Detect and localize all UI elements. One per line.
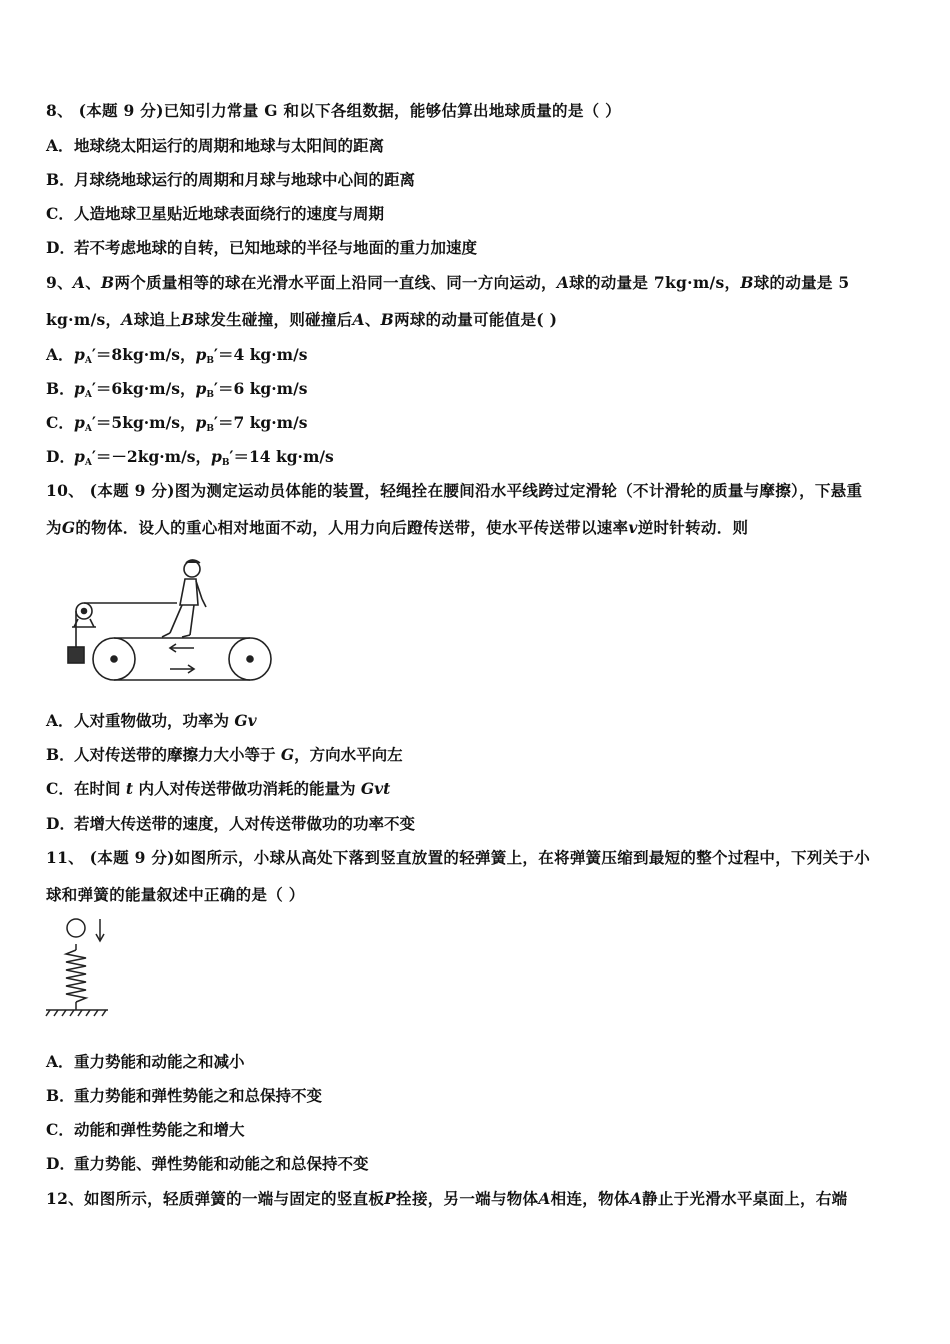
q11-stem-line1: 11、 (本题 9 分)如图所示，小球从高处下落到竖直放置的轻弹簧上，在将弹簧压缩到最短的整个过程中，下列关于小 — [46, 848, 871, 867]
q12-stem-line1: 12、如图所示，轻质弹簧的一端与固定的竖直板P拴接，另一端与物体A相连，物体A静止于光滑水平桌面上，右端 — [46, 1189, 848, 1208]
q8-option-d: D．若不考虑地球的自转，已知地球的半径与地面的重力加速度 — [46, 238, 478, 257]
q11-stem-line2: 球和弹簧的能量叙述中正确的是（ ） — [46, 885, 305, 904]
q8-option-c: C．人造地球卫星贴近地球表面绕行的速度与周期 — [46, 204, 385, 223]
q9-stem-line1: 9、A、B两个质量相等的球在光滑水平面上沿同一直线、同一方向运动，A球的动量是 7kg·m/s，B球的动量是 5 — [46, 273, 850, 292]
q10-option-a: A．人对重物做功，功率为 Gv — [46, 711, 257, 730]
q10-stem-line2: 为G的物体．设人的重心相对地面不动，人用力向后蹬传送带，使水平传送带以速率v逆时针转动．则 — [46, 518, 749, 537]
q8-option-a: A．地球绕太阳运行的周期和地球与太阳间的距离 — [46, 136, 385, 155]
q9-option-d: D．$p_A'=-2kg\cdot m/s$，$p_B'=14$ kg·m/s — [46, 447, 334, 468]
q8-stem: 8、 (本题 9 分)已知引力常量 G 和以下各组数据，能够估算出地球质量的是（ ） — [46, 101, 621, 120]
q9-option-b: B．$p_A'=6kg\cdot m/s$，$p_B'=6$ kg·m/s — [46, 379, 308, 400]
q11-option-c: C．动能和弹性势能之和增大 — [46, 1120, 245, 1139]
q9-stem-line2: kg·m/s，A球追上B球发生碰撞，则碰撞后A、B两球的动量可能值是( ) — [46, 310, 558, 329]
q9-option-c: C．$p_A'=5kg\cdot m/s$，$p_B'=7$ kg·m/s — [46, 413, 308, 434]
spring-figure — [44, 914, 114, 1019]
q10-option-b: B．人对传送带的摩擦力大小等于 G，方向水平向左 — [46, 745, 403, 764]
q11-option-d: D．重力势能、弹性势能和动能之和总保持不变 — [46, 1154, 369, 1173]
treadmill-figure — [62, 555, 272, 695]
q10-option-d: D．若增大传送带的速度，人对传送带做功的功率不变 — [46, 814, 416, 833]
q9-option-a: A．$p_A'=8kg\cdot m/s$，$p_B'=4$ kg·m/s — [46, 345, 308, 366]
q8-option-b: B．月球绕地球运行的周期和月球与地球中心间的距离 — [46, 170, 416, 189]
q11-option-b: B．重力势能和弹性势能之和总保持不变 — [46, 1086, 323, 1105]
q11-option-a: A．重力势能和动能之和减小 — [46, 1052, 245, 1071]
q10-option-c: C．在时间 t 内人对传送带做功消耗的能量为 Gvt — [46, 779, 391, 798]
q10-stem-line1: 10、 (本题 9 分)图为测定运动员体能的装置，轻绳拴在腰间沿水平线跨过定滑轮（不计滑轮的质量与摩擦），下悬重 — [46, 481, 863, 500]
